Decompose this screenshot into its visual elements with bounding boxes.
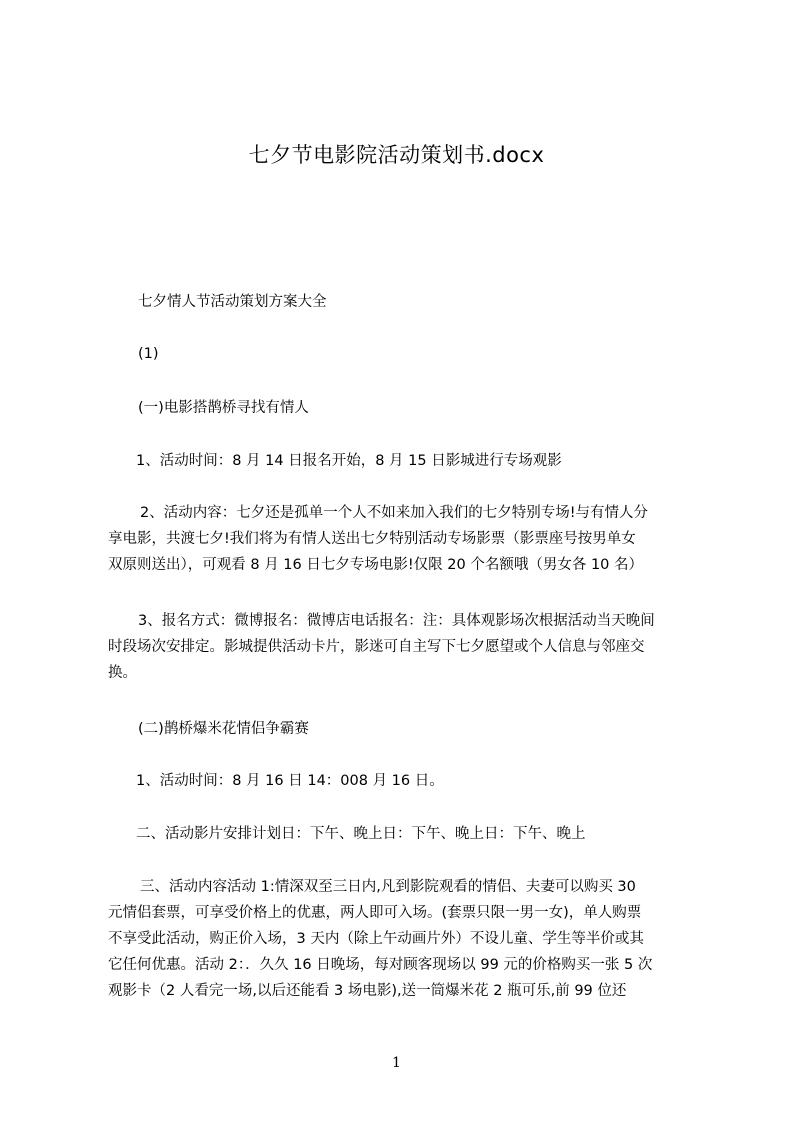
- part2-title: (二)鹊桥爆米花情侣争霸赛: [138, 721, 309, 737]
- document-title: 七夕节电影院活动策划书.docx: [248, 143, 545, 167]
- section3-line-3: 不享受此活动，购正价入场，3 天内（除上午动画片外）不设儿童、学生等半价或其: [108, 931, 644, 947]
- item2-line-3: 双原则送出），可观看 8 月 16 日七夕专场电影!仅限 20 个名额哦（男女各 10 名）: [108, 557, 644, 573]
- item2-line-1: 2、活动内容：七夕还是孤单一个人不如来加入我们的七夕特别专场!与有情人分: [140, 505, 649, 521]
- item2-line-2: 享电影，共渡七夕!我们将为有情人送出七夕特别活动专场影票（影票座号按男单女: [108, 531, 636, 547]
- part1-title: (一)电影搭鹊桥寻找有情人: [138, 400, 309, 416]
- item2-paragraph: [108, 500, 704, 578]
- section3-line-1: 三、活动内容活动 1:情深双至三日内,凡到影院观看的情侣、夫妻可以购买 30: [140, 879, 636, 895]
- item4-text: 1、活动时间：8 月 16 日 14：008 月 16 日。: [136, 773, 444, 789]
- item1-text: 1、活动时间：8 月 14 日报名开始，8 月 15 日影城进行专场观影: [136, 453, 562, 469]
- item3-line-3: 换。: [108, 665, 137, 681]
- section-number: (1): [138, 346, 159, 362]
- section3-line-5: 观影卡（2 人看完一场,以后还能看 3 场电影),送一筒爆米花 2 瓶可乐,前 99 位还: [108, 983, 627, 999]
- item3-paragraph: [108, 608, 704, 686]
- section3-paragraph: [108, 874, 704, 1004]
- heading: 七夕情人节活动策划方案大全: [138, 294, 327, 310]
- section2-text: 二、活动影片安排计划日：下午、晚上日：下午、晚上日：下午、晚上: [136, 826, 586, 842]
- item3-line-1: 3、报名方式：微博报名：微博店电话报名：注：具体观影场次根据活动当天晚间: [138, 613, 655, 629]
- section3-line-4: 它任何优惠。活动 2：．久久 16 日晚场，每对顾客现场以 99 元的价格购买一张 5 次: [108, 957, 653, 973]
- section3-line-2: 元情侣套票，可享受价格上的优惠，两人即可入场。(套票只限一男一女)，单人购票: [108, 905, 642, 921]
- page-number: 1: [392, 1055, 401, 1071]
- item3-line-2: 时段场次安排定。影城提供活动卡片，影迷可自主写下七夕愿望或个人信息与邻座交: [108, 639, 645, 655]
